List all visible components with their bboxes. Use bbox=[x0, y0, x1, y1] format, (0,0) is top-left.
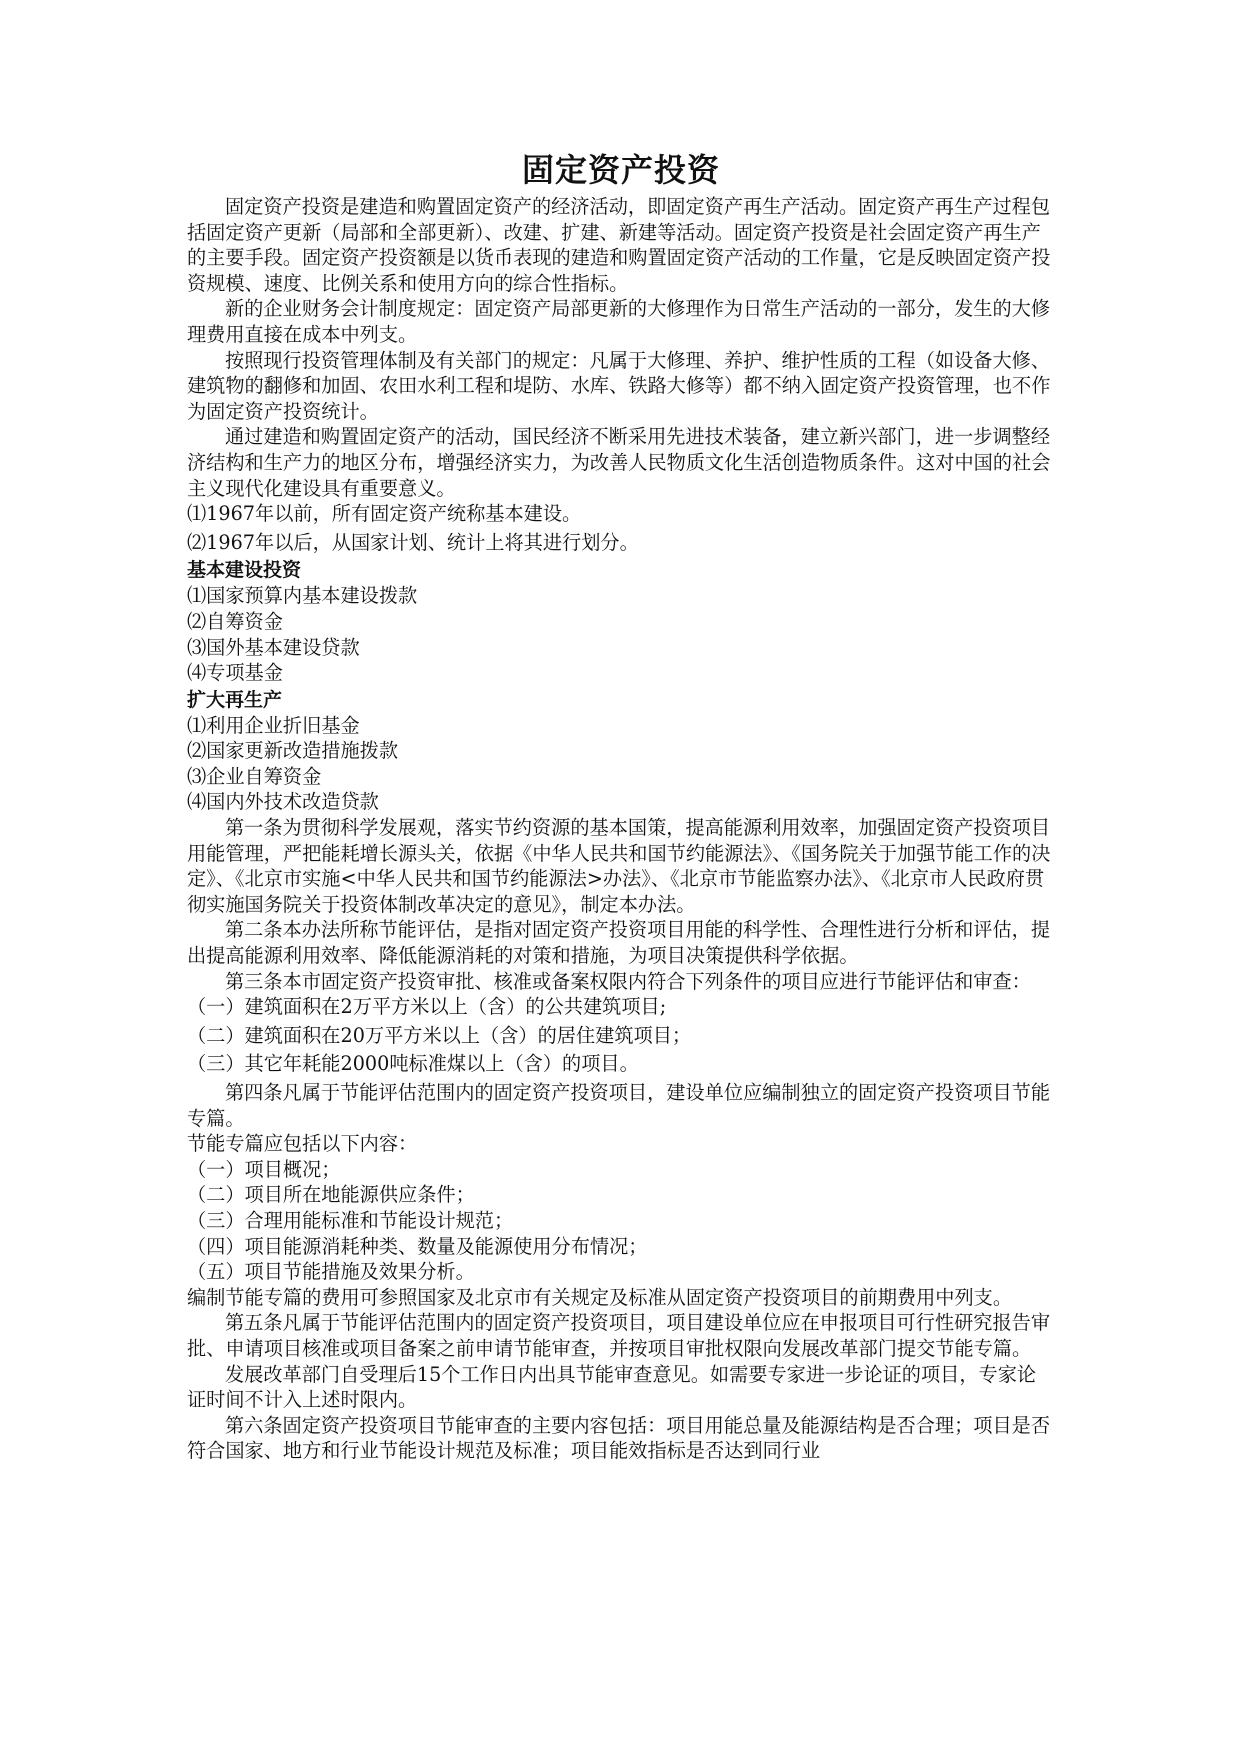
list-item: ⑶企业自筹资金 bbox=[187, 764, 322, 788]
article-4-item: （五）项目节能措施及效果分析。 bbox=[187, 1260, 475, 1284]
article-4-item: （一）项目概况； bbox=[187, 1157, 341, 1181]
intro-paragraph-2: 新的企业财务会计制度规定：固定资产局部更新的大修理作为日常生产活动的一部分，发生的大修理费用直接在成本中列支。 bbox=[187, 297, 1051, 346]
article-6: 第六条固定资产投资项目节能审查的主要内容包括：项目用能总量及能源结构是否合理；项目是否符合国家、地方和行业节能设计规范及标准；项目能效指标是否达到同行业 bbox=[187, 1413, 1051, 1463]
article-4-tail: 编制节能专篇的费用可参照国家及北京市有关规定及标准从固定资产投资项目的前期费用中列支。 bbox=[187, 1285, 1013, 1309]
article-4-item: （四）项目能源消耗种类、数量及能源使用分布情况； bbox=[187, 1234, 648, 1258]
list-item: ⑵自筹资金 bbox=[187, 609, 283, 633]
article-3-item: （二）建筑面积在20万平方米以上（含）的居住建筑项目； bbox=[187, 1023, 692, 1047]
article-3-item: （一）建筑面积在2万平方米以上（含）的公共建筑项目; bbox=[187, 995, 667, 1019]
article-4-item: （二）项目所在地能源供应条件； bbox=[187, 1183, 475, 1207]
article-4: 第四条凡属于节能评估范围内的固定资产投资项目，建设单位应编制独立的固定资产投资项目节能专篇。 bbox=[187, 1081, 1051, 1130]
list-item: ⑷国内外技术改造贷款 bbox=[187, 790, 379, 814]
list-item: ⑴利用企业折旧基金 bbox=[187, 713, 360, 737]
list-item: ⑵国家更新改造措施拨款 bbox=[187, 739, 399, 763]
article-3-item: （三）其它年耗能2000吨标准煤以上（含）的项目。 bbox=[187, 1052, 639, 1076]
intro-paragraph-3: 按照现行投资管理体制及有关部门的规定：凡属于大修理、养护、维护性质的工程（如设备大修、建筑物的翻修和加固、农田水利工程和堤防、水库、铁路大修等）都不纳入固定资产投资管理，也不作为固定资产投资统计。 bbox=[187, 348, 1051, 423]
article-4-item: （三）合理用能标准和节能设计规范； bbox=[187, 1208, 514, 1232]
article-5-continued: 发展改革部门自受理后15个工作日内出具节能审查意见。如需要专家进一步论证的项目，专家论证时间不计入上述时限内。 bbox=[187, 1362, 1037, 1412]
section-heading-basic-construction: 基本建设投资 bbox=[187, 559, 302, 582]
intro-paragraph-1: 固定资产投资是建造和购置固定资产的经济活动，即固定资产再生产活动。固定资产再生产过程包括固定资产更新（局部和全部更新）、改建、扩建、新建等活动。固定资产投资是社会固定资产再生产的主要手段。固定资产投资额是以货币表现的建造和购置固定资产活动的工作量，它是反映固定资产投资规模、速度、比例关系和使用方向的综合性指标。 bbox=[187, 195, 1051, 295]
history-item-1: ⑴1967年以前，所有固定资产统称基本建设。 bbox=[187, 502, 582, 526]
list-item: ⑷专项基金 bbox=[187, 661, 283, 685]
section-heading-expanded-reproduction: 扩大再生产 bbox=[187, 688, 283, 711]
document-title: 固定资产投资 bbox=[521, 151, 720, 189]
article-4-lead: 节能专篇应包括以下内容： bbox=[187, 1132, 418, 1156]
intro-paragraph-4: 通过建造和购置固定资产的活动，国民经济不断采用先进技术装备，建立新兴部门，进一步调整经济结构和生产力的地区分布，增强经济实力，为改善人民物质文化生活创造物质条件。这对中国的社会主义现代化建设具有重要意义。 bbox=[187, 425, 1051, 500]
history-item-2: ⑵1967年以后，从国家计划、统计上将其进行划分。 bbox=[187, 530, 639, 554]
article-1: 第一条为贯彻科学发展观，落实节约资源的基本国策，提高能源利用效率，加强固定资产投资项目用能管理，严把能耗增长源头关，依据《中华人民共和国节约能源法》、《国务院关于加强节能工作的决定》、《北京市实施<中华人民共和国节约能源法>办法》、《北京市节能监察办法》、《北京市人民政府贯彻实施国务院关于投资体制改革决定的意见》，制定本办法。 bbox=[187, 816, 1051, 916]
article-2: 第二条本办法所称节能评估，是指对固定资产投资项目用能的科学性、合理性进行分析和评估，提出提高能源利用效率、降低能源消耗的对策和措施，为项目决策提供科学依据。 bbox=[187, 918, 1051, 968]
article-5: 第五条凡属于节能评估范围内的固定资产投资项目，项目建设单位应在申报项目可行性研究报告审批、申请项目核准或项目备案之前申请节能审查，并按项目审批权限向发展改革部门提交节能专篇。 bbox=[187, 1311, 1051, 1360]
document-page bbox=[187, 148, 1055, 1464]
list-item: ⑶国外基本建设贷款 bbox=[187, 635, 360, 659]
article-3: 第三条本市固定资产投资审批、核准或备案权限内符合下列条件的项目应进行节能评估和审查： bbox=[225, 969, 1031, 993]
list-item: ⑴国家预算内基本建设拨款 bbox=[187, 584, 418, 608]
